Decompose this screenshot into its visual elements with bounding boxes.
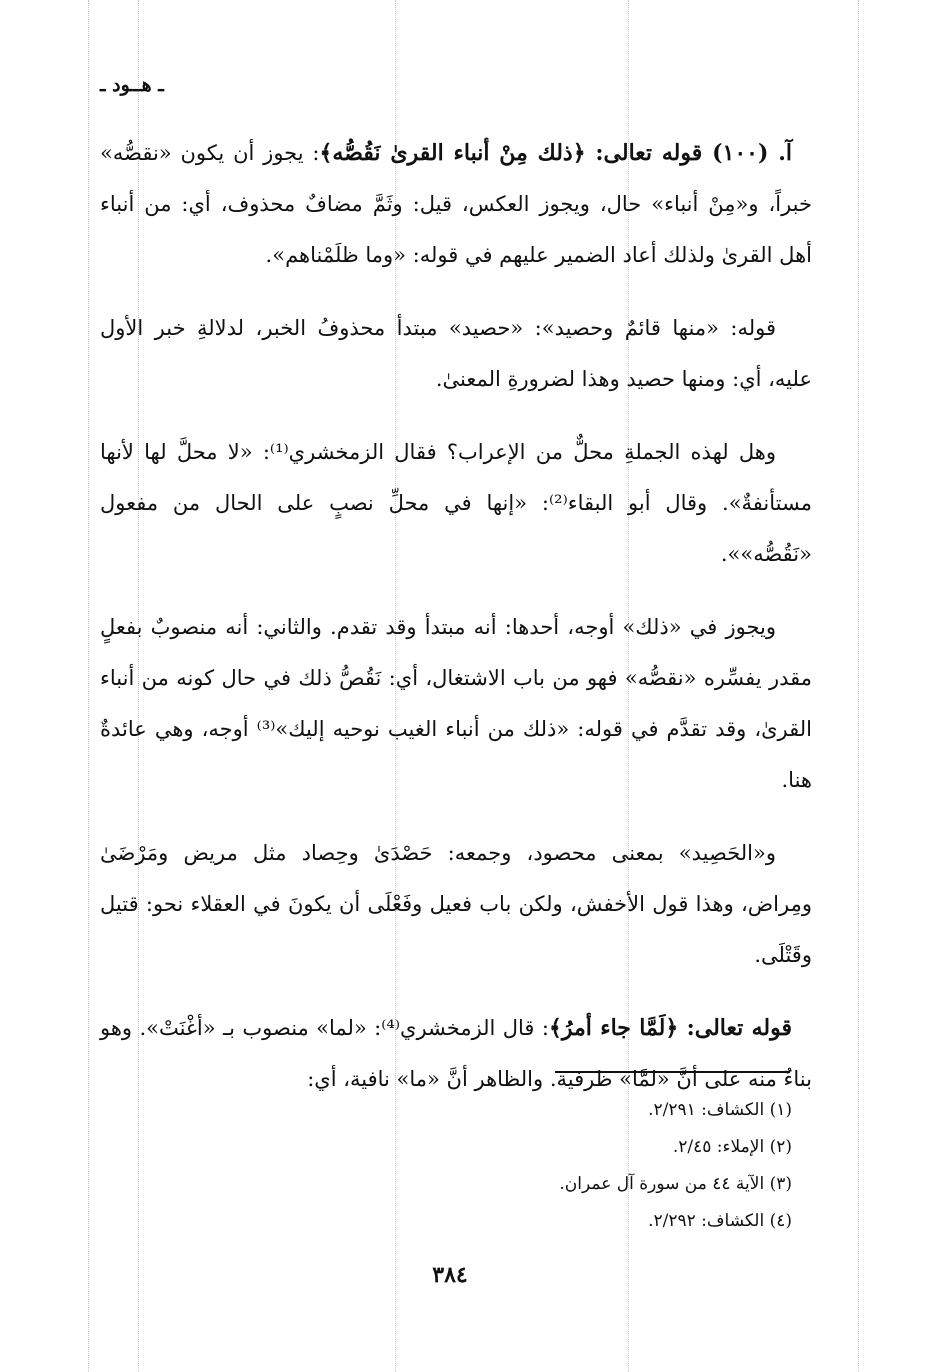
footnote: (٤) الكشاف: ٢/٢٩٢.	[648, 1211, 792, 1231]
paragraph	[100, 427, 812, 580]
paragraph	[100, 1003, 812, 1105]
paragraph-text: وهل لهذه الجملةِ محلٌّ من الإعراب؟ فقال الزمخشري⁽¹⁾: «لا محلَّ لها لأنها مستأنفةٌ». وقال أبو البقاء⁽²⁾: «إنها في محلِّ نصبٍ على الحال من مفعول «نَقُصُّه»».	[100, 440, 812, 566]
paragraph	[100, 828, 812, 981]
paragraph-text: قوله: «منها قائمٌ وحصيد»: «حصيد» مبتدأ محذوفُ الخبر، لدلالةِ خبر الأول عليه، أي: ومنها حصيد وهذا لضرورةِ المعنىٰ.	[100, 316, 812, 391]
paragraph	[100, 303, 812, 405]
footnote-divider	[555, 1071, 790, 1073]
paragraph-text: : يجوز أن يكون «نقصُّه» خبراً، و«مِنْ أنباء» حال، ويجوز العكس، قيل: وثَمَّ مضافٌ محذوف، أي: من أنباء أهل القرىٰ ولذلك أعاد الضمير عليهم في قوله: «وما ظلَمْناهم».	[100, 141, 812, 267]
footnote: (١) الكشاف: ٢/٢٩١.	[648, 1100, 792, 1120]
footnote: (٢) الإملاء: ٢/٤٥.	[672, 1137, 792, 1157]
paragraph-text: و«الحَصِيد» بمعنى محصود، وجمعه: حَصْدَىٰ وحِصاد مثل مريض ومَرْضَىٰ ومِراض، وهذا قول الأخفش، ولكن باب فعيل وفَعْلَى أن يكونَ في العقلاء نحو: قتيل وقَتْلَى.	[100, 841, 812, 967]
running-head: ـ هــود ـ	[100, 74, 164, 96]
paragraph-lead: آ. (١٠٠) قوله تعالى: ﴿ذلك مِنْ أنباء القرىٰ نَقُصُّه﴾	[319, 140, 792, 166]
footnote: (٣) الآية ٤٤ من سورة آل عمران.	[559, 1174, 792, 1194]
paragraph	[100, 128, 812, 281]
page-number: ٣٨٤	[432, 1262, 468, 1288]
footnotes	[300, 1092, 792, 1240]
paragraph-text: : قال الزمخشري⁽⁴⁾: «لما» منصوب بـ «أغْنَتْ». وهو بناءٌ منه على أنَّ «لمَّا» ظرفية. والظاهر أنَّ «ما» نافية، أي:	[100, 1016, 812, 1091]
paragraph-lead: قوله تعالى: ﴿لَمَّا جاء أمرُ﴾	[548, 1015, 792, 1041]
paragraph	[100, 602, 812, 806]
scan-guide-line	[858, 0, 859, 1372]
paragraph-text: ويجوز في «ذلك» أوجه، أحدها: أنه مبتدأ وقد تقدم. والثاني: أنه منصوبٌ بفعلٍ مقدر يفسِّره «نقصُّه» فهو من باب الاشتغال، أي: نَقُصُّ ذلك في حال كونه من أنباء القرىٰ، وقد تقدَّم في قوله: «ذلك من أنباء الغيب نوحيه إليك»⁽³⁾ أوجه، وهي عائدةٌ هنا.	[100, 615, 813, 792]
body-text	[100, 128, 812, 1127]
scan-guide-line	[88, 0, 89, 1372]
